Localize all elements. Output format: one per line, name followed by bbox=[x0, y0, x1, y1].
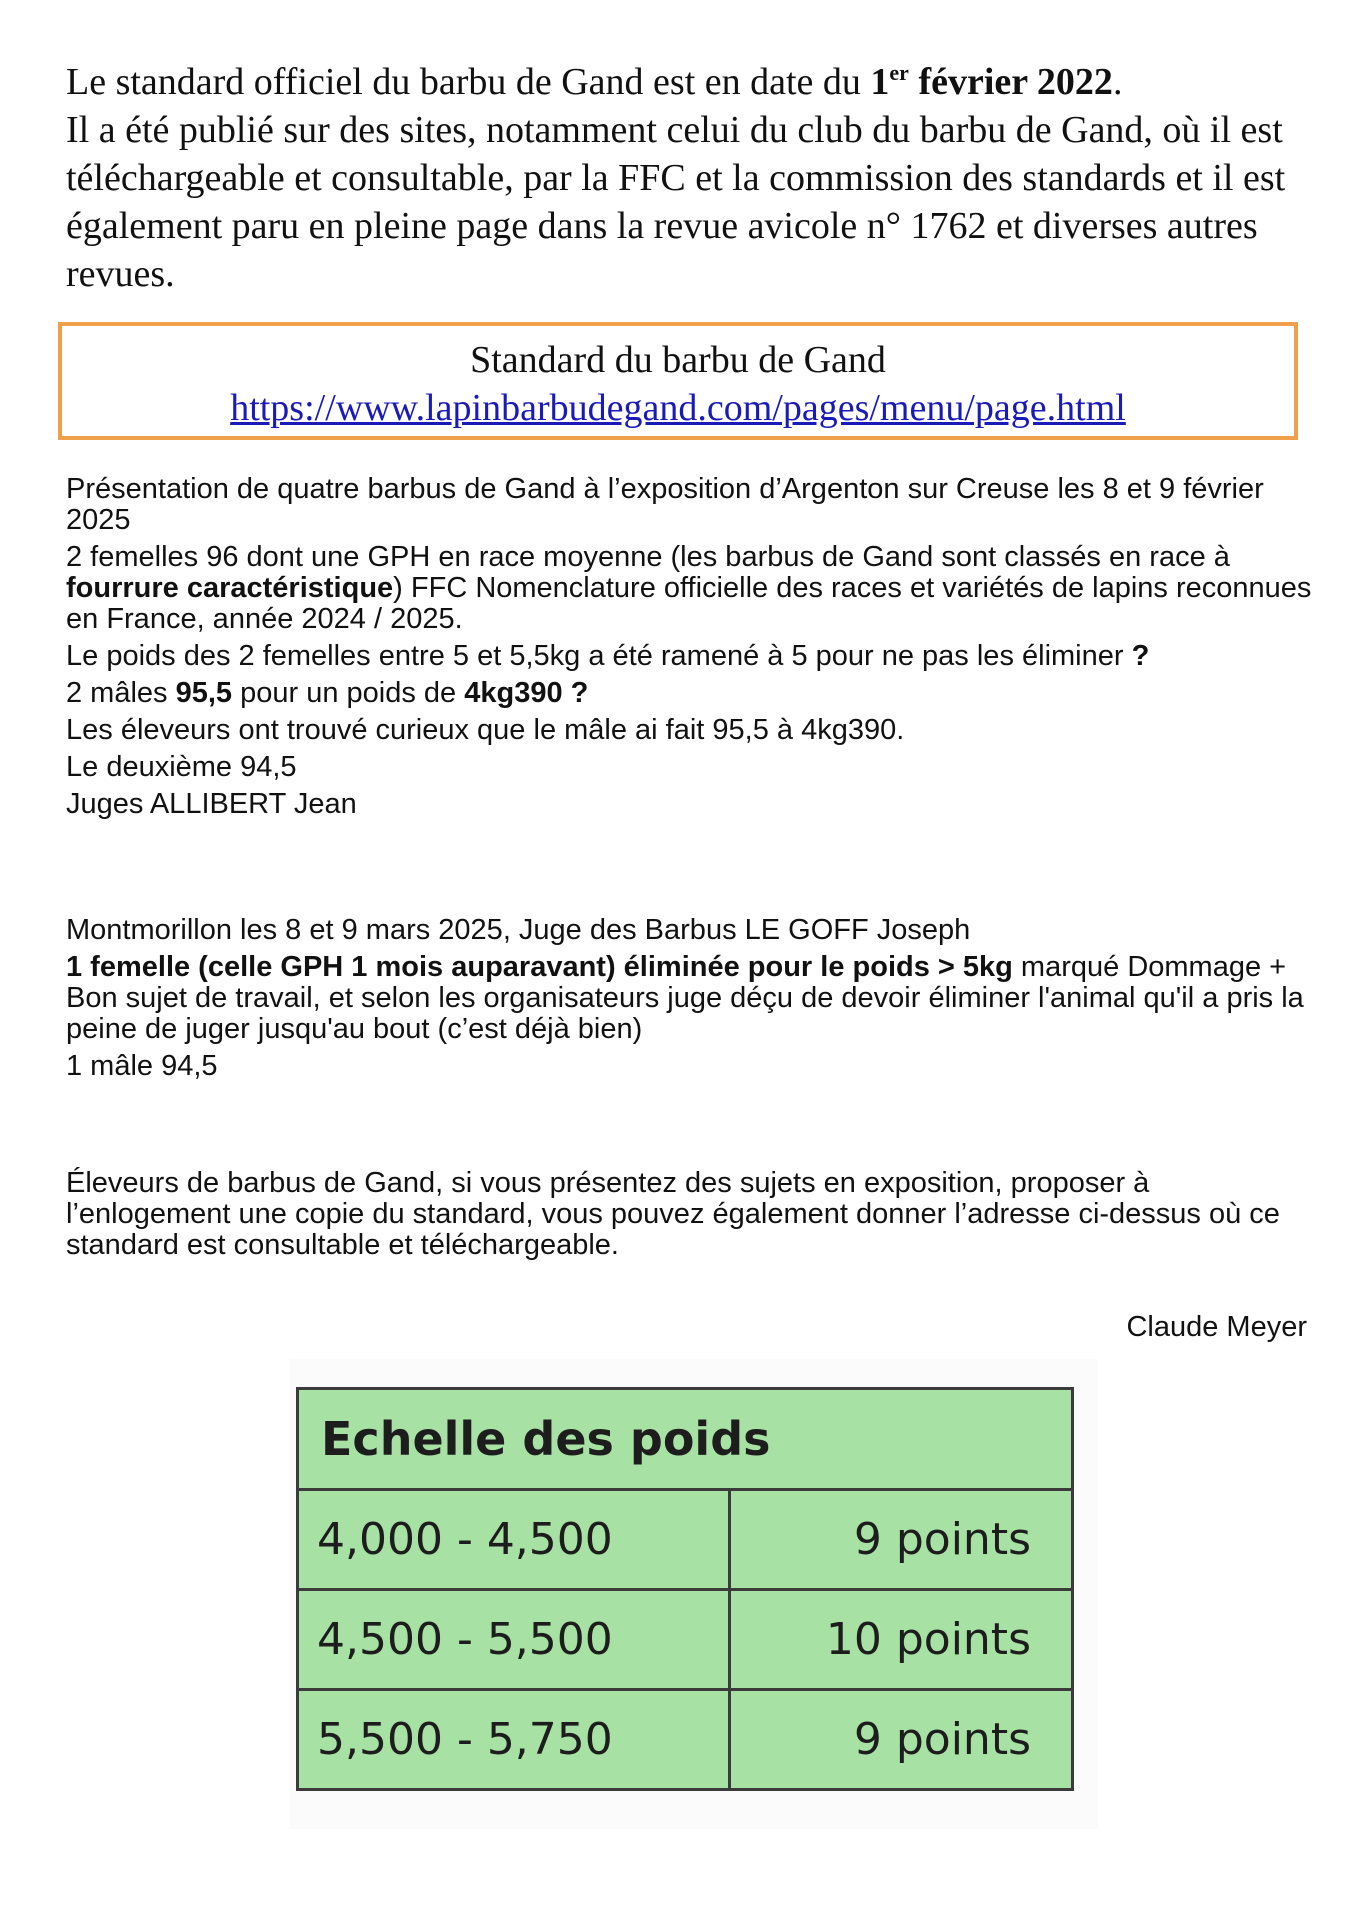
weight-scale-figure bbox=[290, 1359, 1098, 1829]
intro-first-line bbox=[66, 58, 1316, 106]
text-part: 2 femelles 96 dont une GPH en race moyenne (les barbus de Gand sont classés en race à bbox=[66, 541, 1230, 573]
bold-text: fourrure caractéristique bbox=[66, 572, 394, 604]
argenton-females bbox=[66, 542, 1316, 635]
text-part: marqué Dommage + Bon sujet de travail, et selon les organisateurs juge déçu de devoir éliminer l'animal qu'il a pris la peine de juger jusqu'au bout (c’est déjà bien) bbox=[66, 951, 1304, 1045]
montmorillon-male: 1 mâle 94,5 bbox=[66, 1050, 218, 1082]
intro-date-suffix: er bbox=[889, 60, 909, 85]
argenton-heading: Présentation de quatre barbus de Gand à l’exposition d’Argenton sur Creuse les 8 et 9 février 2025 bbox=[66, 473, 1264, 536]
argenton-judges: Juges ALLIBERT Jean bbox=[66, 788, 357, 820]
table-row bbox=[298, 1490, 1073, 1590]
bold-text: ? bbox=[1131, 640, 1150, 672]
table-row bbox=[298, 1690, 1073, 1790]
weight-range: 5,500 - 5,750 bbox=[298, 1690, 730, 1790]
intro-text-part: Le standard officiel du barbu de Gand est en date du bbox=[66, 61, 871, 103]
advice-text: Éleveurs de barbus de Gand, si vous présentez des sujets en exposition, proposer à l’enlogement une copie du standard, vous pouvez également donner l’adresse ci-dessus où ce standard est consultable et téléchargeable. bbox=[66, 1167, 1280, 1261]
bold-text: 4kg390 ? bbox=[464, 677, 589, 709]
bold-text: 1 femelle (celle GPH 1 mois auparavant) éliminée pour le poids > 5kg bbox=[66, 951, 1013, 983]
argenton-comment: Les éleveurs ont trouvé curieux que le mâle ai fait 95,5 à 4kg390. bbox=[66, 714, 905, 746]
weight-points: 9 points bbox=[729, 1490, 1072, 1590]
bold-text: 95,5 bbox=[175, 677, 233, 709]
intro-text-period: . bbox=[1112, 61, 1123, 103]
standard-box-title: Standard du barbu de Gand bbox=[470, 339, 886, 381]
text-part: ) FFC Nomenclature officielle des races et variétés de lapins reconnues en France, année 2024 / 2025. bbox=[66, 572, 1312, 635]
weight-points: 10 points bbox=[729, 1590, 1072, 1690]
intro-paragraph: Il a été publié sur des sites, notamment celui du club du barbu de Gand, où il est téléchargeable et consultable, par la FFC et la commission des standards et il est également paru en pleine page dans la revue avicole n° 1762 et diverses autres revues. bbox=[66, 109, 1286, 295]
intro-date-day: 1 bbox=[870, 61, 890, 103]
weight-range: 4,500 - 5,500 bbox=[298, 1590, 730, 1690]
montmorillon-section bbox=[66, 915, 1316, 1088]
signature: Claude Meyer bbox=[1126, 1311, 1307, 1343]
montmorillon-female bbox=[66, 952, 1316, 1045]
weight-scale-title: Echelle des poids bbox=[298, 1389, 1073, 1490]
montmorillon-heading: Montmorillon les 8 et 9 mars 2025, Juge des Barbus LE GOFF Joseph bbox=[66, 914, 971, 946]
standard-box bbox=[58, 322, 1298, 440]
argenton-section bbox=[66, 474, 1316, 826]
intro-date-month-year: février 2022 bbox=[908, 61, 1113, 103]
advice-paragraph bbox=[66, 1168, 1316, 1267]
text-part: pour un poids de bbox=[232, 677, 465, 709]
text-part: Le poids des 2 femelles entre 5 et 5,5kg a été ramené à 5 pour ne pas les éliminer bbox=[66, 640, 1132, 672]
argenton-second-male: Le deuxième 94,5 bbox=[66, 751, 297, 783]
argenton-males bbox=[66, 678, 1316, 709]
table-header-row bbox=[298, 1389, 1073, 1490]
argenton-weight-note bbox=[66, 641, 1316, 672]
weight-range: 4,000 - 4,500 bbox=[298, 1490, 730, 1590]
table-row bbox=[298, 1590, 1073, 1690]
weight-scale-table bbox=[296, 1387, 1074, 1791]
intro-text bbox=[66, 58, 1316, 298]
intro-date bbox=[870, 61, 1113, 103]
text-part: 2 mâles bbox=[66, 677, 176, 709]
standard-link[interactable]: https://www.lapinbarbudegand.com/pages/menu/page.html bbox=[230, 387, 1126, 429]
weight-points: 9 points bbox=[729, 1690, 1072, 1790]
